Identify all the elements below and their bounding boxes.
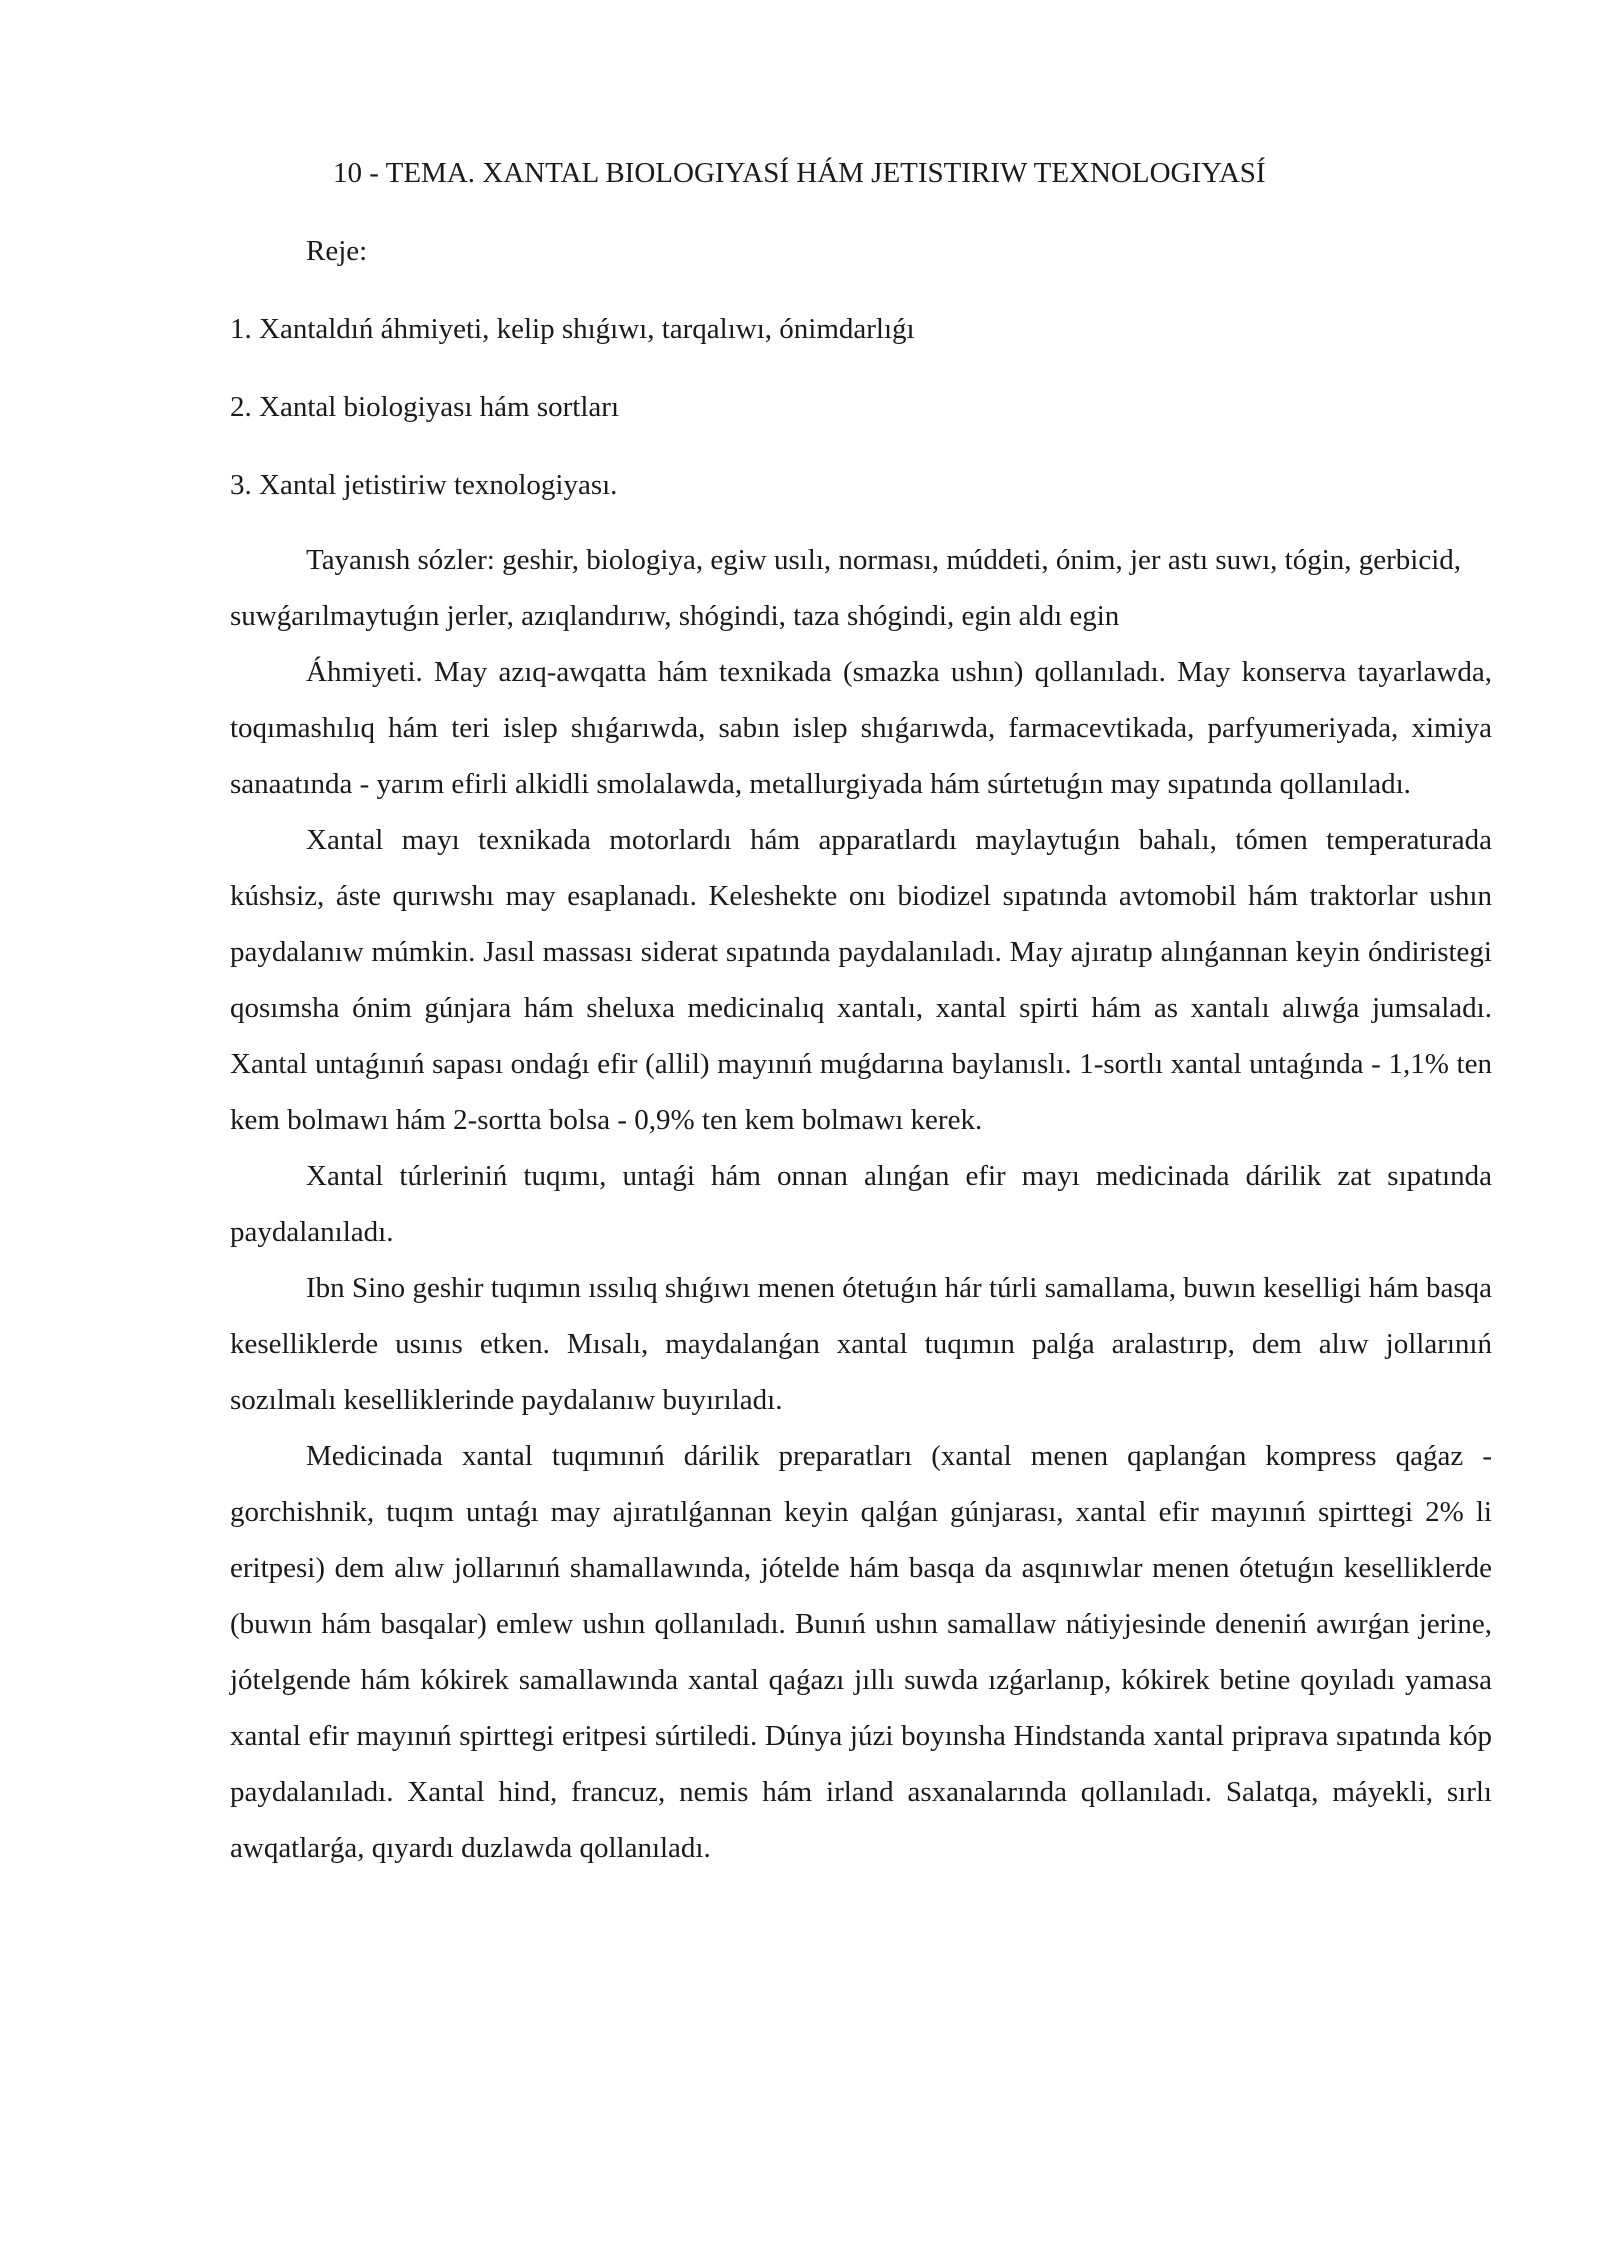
plan-list [230, 306, 1492, 508]
plan-item: 3. Xantal jetistiriw texnologiyası. [230, 469, 618, 501]
paragraph-preparations: Medicinada xantal tuqımınıń dárilik preparatları (xantal menen qaplanǵan kompress qaǵaz - gorchishnik, tuqım untaǵı may ajıratılǵannan keyin qalǵan gúnjarası, xantal efir mayınıń spirttegi 2% li eritpesi) dem alıw jollarınıń shamallawında, jótelde hám basqa da asqınıwlar menen ótetuǵın keselliklerde (buwın hám basqalar) emlew ushın qollanıladı. Bunıń ushın samallaw nátiyjesinde deneniń awırǵan jerine, jótelgende hám kókirek samallawında xantal qaǵazı jıllı suwda ızǵarlanıp, kókirek betine qoyıladı yamasa xantal efir mayınıń spirttegi eritpesi súrtiledi. Dúnya júzi boyınsha Hindstanda xantal priprava sıpatında kóp paydalanıladı. Xantal hind, francuz, nemis hám irland asxanalarında qollanıladı. Salatqa, máyekli, sırlı awqatlarǵa, qıyardı duzlawda qollanıladı. [230, 1440, 1492, 1864]
plan-item: 2. Xantal biologiyası hám sortları [230, 391, 620, 423]
paragraph-ibn-sino: Ibn Sino geshir tuqımın ıssılıq shıǵıwı menen ótetuǵın hár túrli samallama, buwın keselligi hám basqa keselliklerde usınıs etken. Mısalı, maydalanǵan xantal tuqımın palǵa aralastırıp, dem alıw jollarınıń sozılmalı keselliklerinde paydalanıw buyırıladı. [230, 1272, 1492, 1416]
paragraph-medicinal: Xantal túrleriniń tuqımı, untaǵi hám onnan alınǵan efir mayı medicinada dárilik zat sıpatında paydalanıladı. [230, 1160, 1492, 1248]
paragraph-importance: Áhmiyeti. May azıq-awqatta hám texnikada (smazka ushın) qollanıladı. May konserva tayarlawda, toqımashılıq hám teri islep shıǵarıwda, sabın islep shıǵarıwda, farmacevtikada, parfyumeriyada, ximiya sanaatında - yarım efirli alkidli smolalawda, metallurgiyada hám súrtetuǵın may sıpatında qollanıladı. [230, 656, 1492, 800]
plan-label: Reje: [306, 235, 368, 267]
keywords-paragraph: Tayanısh sózler: geshir, biologiya, egiw usılı, norması, múddeti, ónim, jer astı suwı, tógin, gerbicid, suwǵarılmaytuǵın jerler, azıqlandırıw, shógindi, taza shógindi, egin aldı egin [230, 544, 1462, 632]
document-title: 10 - TEMA. XANTAL BIOLOGIYASÍ HÁM JETISTIRIW TEXNOLOGIYASÍ [333, 157, 1266, 189]
document-body [230, 150, 1492, 1876]
paragraph-oil-usage: Xantal mayı texnikada motorlardı hám apparatlardı maylaytuǵın bahalı, tómen temperaturada kúshsiz, áste qurıwshı may esaplanadı. Keleshekte onı biodizel sıpatında avtomobil hám traktorlar ushın paydalanıw múmkin. Jasıl massası siderat sıpatında paydalanıladı. May ajıratıp alınǵannan keyin óndiristegi qosımsha ónim gúnjara hám sheluxa medicinalıq xantalı, xantal spirti hám as xantalı alıwǵa jumsaladı. Xantal untaǵınıń sapası ondaǵı efir (allil) mayınıń muǵdarına baylanıslı. 1-sortlı xantal untaǵında - 1,1% ten kem bolmawı hám 2-sortta bolsa - 0,9% ten kem bolmawı kerek. [230, 824, 1492, 1136]
plan-item: 1. Xantaldıń áhmiyeti, kelip shıǵıwı, tarqalıwı, ónimdarlıǵı [230, 313, 915, 345]
